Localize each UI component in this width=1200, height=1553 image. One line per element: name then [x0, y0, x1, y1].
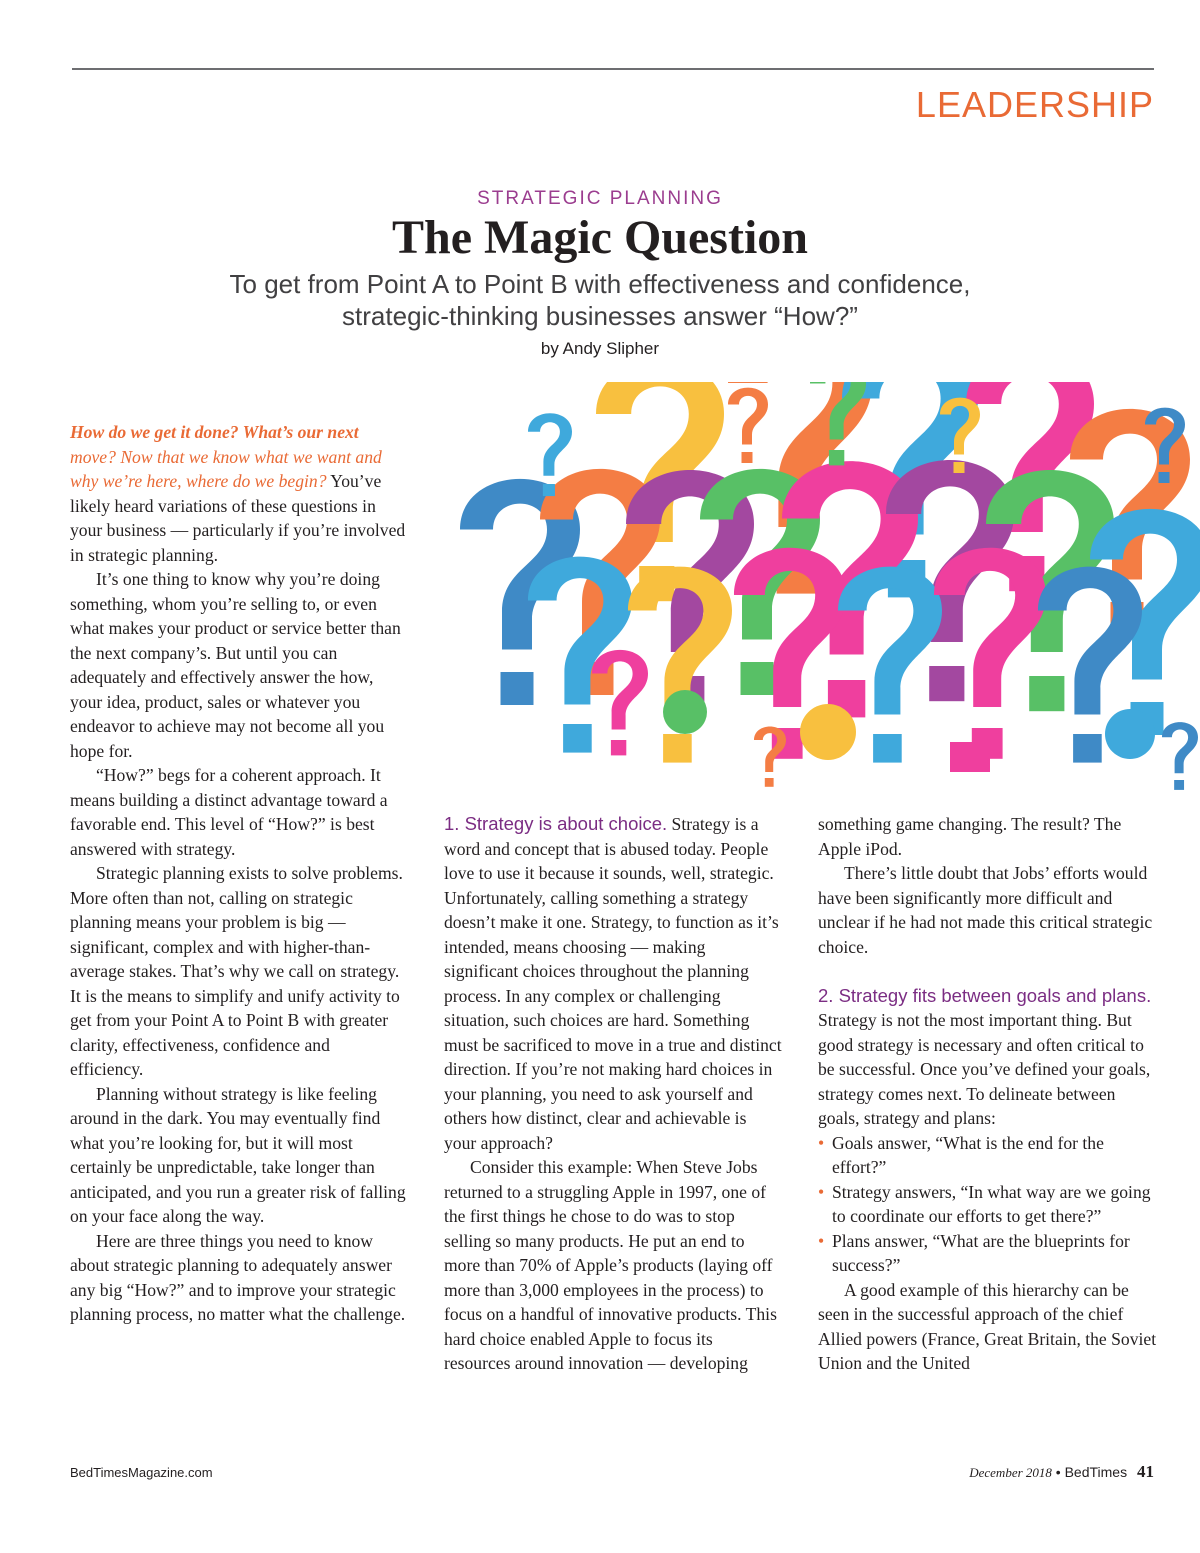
top-divider — [72, 68, 1154, 70]
separator: • — [1055, 1464, 1061, 1480]
byline: by Andy Slipher — [540, 339, 660, 358]
list-item: • Plans answer, “What are the blueprints for success?” — [818, 1230, 1130, 1275]
page-number: 41 — [1137, 1462, 1154, 1481]
column-2 — [444, 812, 782, 1376]
paragraph: A good example of this hierarchy can be seen in the successful approach of the chief Allied powers (France, Great Britain, the Soviet Union and the United — [818, 1279, 1157, 1373]
deck-line-1: To get from Point A to Point B with effectiveness and confidence, — [229, 269, 971, 299]
column-1 — [70, 420, 406, 1327]
issue-date: December 2018 — [969, 1465, 1052, 1480]
paragraph: It’s one thing to know why you’re doing something, whom you’re selling to, or even what makes your product or service better than the next company’s. But until you can adequately and effectively answer the how, your idea, product, sales or whatever you endeavor to achieve may not become all you hope for. — [70, 569, 401, 761]
paragraph: Planning without strategy is like feeling around in the dark. You may eventually find what you’re looking for, but it will most certainly be unpredictable, take longer than anticipated, and you run a greater risk of falling on your face along the way. — [70, 1083, 406, 1226]
footer-folio — [969, 1462, 1154, 1482]
magazine-name: BedTimes — [1064, 1464, 1128, 1480]
footer-website: BedTimesMagazine.com — [70, 1465, 213, 1480]
bullet-list — [818, 1131, 1158, 1278]
deck-line-2: strategic-thinking businesses answer “How?” — [342, 301, 858, 331]
list-item: • Strategy answers, “In what way are we going to coordinate our efforts to get there?” — [818, 1181, 1151, 1226]
paragraph: Strategic planning exists to solve problems. More often than not, calling on strategic planning means your problem is big — significant, complex and with higher-than-average stakes. That’s why we call on strategy. It is the means to simplify and unify activity to get from your Point A to Point B with greater clarity, effectiveness, confidence and efficiency. — [70, 863, 403, 1079]
kicker: STRATEGIC PLANNING — [477, 188, 723, 209]
subhead-2: 2. Strategy fits between goals and plans. — [818, 984, 1152, 1006]
paragraph: Consider this example: When Steve Jobs returned to a struggling Apple in 1997, one of the first things he chose to do was to stop selling so many products. He put an end to more than 70% of Apple’s products (laying off more than 3,000 employees in the process) to focus on a handful of innovative products. This hard choice enabled Apple to focus its resources around innovation — developing — [444, 1157, 777, 1373]
list-item: • Goals answer, “What is the end for the effort?” — [818, 1132, 1104, 1177]
section-paragraph: 1. Strategy is about choice. Strategy is a word and concept that is abused today. People love to use it because it sounds, well, strategic. Unfortunately, calling something a strategy doesn’t make it one. Strategy, to function as it’s intended, means choosing — making significant choices throughout the planning process. In any complex or challenging situation, such choices are hard. Something must be sacrificed to move in a true and distinct direction. If you’re not making hard choices in your planning, you need to ask yourself and others how distinct, clear and achievable is your approach? — [444, 813, 782, 1153]
section-paragraph: 2. Strategy fits between goals and plans. Strategy is not the most important thing. But good strategy is necessary and often critical to be successful. Once you’ve defined your goals, strategy comes next. To delineate between goals, strategy and plans: — [818, 984, 1152, 1128]
lead-paragraph: How do we get it done? What’s our next move? Now that we know what we want and why we’re here, where do we begin? You’ve likely heard variations of these questions in your business — particularly if you’re involved in strategic planning. — [70, 422, 406, 565]
section-label: LEADERSHIP — [915, 84, 1154, 125]
article-deck — [200, 268, 1000, 332]
question-marks-icon — [430, 382, 1200, 802]
paragraph: something game changing. The result? The Apple iPod. — [818, 814, 1122, 859]
subhead-1: 1. Strategy is about choice. — [444, 813, 668, 834]
lead-in: How do we get it done? What’s our next move? Now that we know what we want and why we’re here, where do we begin? — [70, 422, 382, 491]
article-title: The Magic Question — [392, 211, 808, 264]
paragraph: There’s little doubt that Jobs’ efforts would have been significantly more difficult and unclear if he had not made this critical strategic choice. — [818, 863, 1153, 957]
column-3 — [818, 812, 1158, 1376]
paragraph: “How?” begs for a coherent approach. It means building a distinct advantage toward a favorable end. This level of “How?” is best answered with strategy. — [70, 765, 388, 859]
paragraph: Here are three things you need to know about strategic planning to adequately answer any big “How?” and to improve your strategic planning process, no matter what the challenge. — [70, 1230, 406, 1324]
